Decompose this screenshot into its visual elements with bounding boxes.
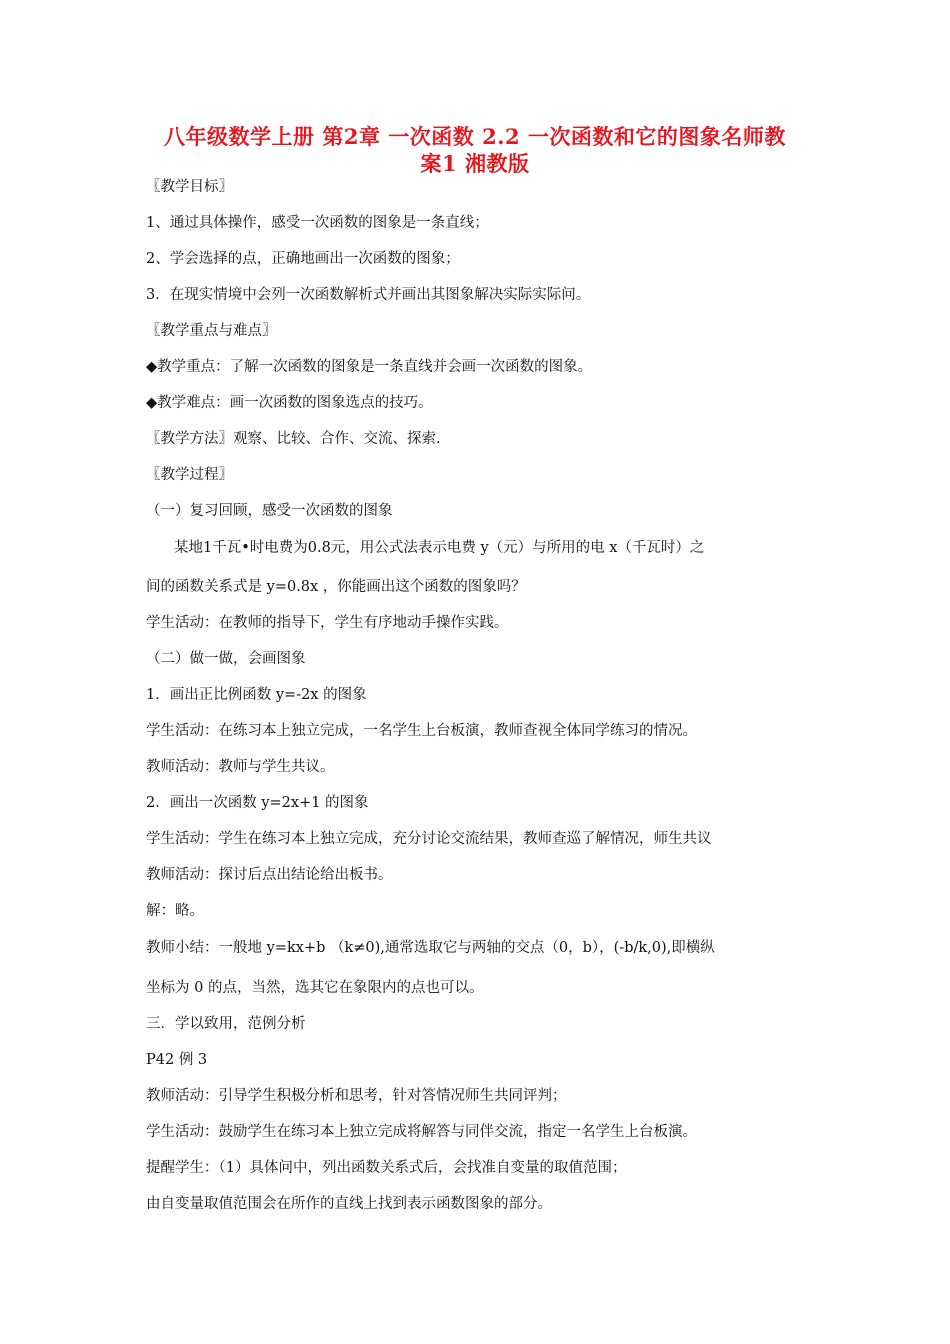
paragraph-line: 1、通过具体操作，感受一次函数的图象是一条直线； xyxy=(146,215,489,231)
paragraph-line: 1．画出正比例函数 y=-2x 的图象 xyxy=(146,687,367,703)
paragraph-line: 学生活动：在练习本上独立完成，一名学生上台板演，教师查视全体同学练习的情况。 xyxy=(146,723,697,739)
paragraph-line: 间的函数关系式是 y=0.8x ，你能画出这个函数的图象吗？ xyxy=(146,579,526,595)
paragraph-line: （二）做一做，会画图象 xyxy=(146,651,306,667)
paragraph-line: 教师活动：引导学生积极分析和思考，针对答情况师生共同评判； xyxy=(146,1088,567,1104)
paragraph-line: 3．在现实情境中会列一次函数解析式并画出其图象解决实际实际问。 xyxy=(146,287,591,303)
paragraph-line: ◆教学难点：画一次函数的图象选点的技巧。 xyxy=(146,395,433,411)
paragraph-line: 2、学会选择的点，正确地画出一次函数的图象； xyxy=(146,251,460,267)
paragraph-line: 教师小结：一般地 y=kx+b （k≠0),通常选取它与两轴的交点（0，b），(-b/k,0),即横纵 xyxy=(146,940,715,956)
paragraph-line: 某地1千瓦•时电费为0.8元，用公式法表示电费 y（元）与所用的电 x（千瓦时）之 xyxy=(174,540,705,556)
paragraph-line: 教师活动：探讨后点出结论给出板书。 xyxy=(146,867,393,883)
paragraph-line: 学生活动：学生在练习本上独立完成，充分讨论交流结果，教师查巡了解情况，师生共议 xyxy=(146,831,712,847)
document-title-line-2: 案1 湘教版 xyxy=(420,151,530,176)
paragraph-line: ◆教学重点：了解一次函数的图象是一条直线并会画一次函数的图象。 xyxy=(146,359,593,375)
section-heading-methods: 〖教学方法〗观察、比较、合作、交流、探索. xyxy=(146,431,441,447)
paragraph-line: 三．学以致用，范例分析 xyxy=(146,1016,306,1032)
paragraph-line: P42 例 3 xyxy=(146,1052,208,1068)
section-heading-objectives: 〖教学目标〗 xyxy=(146,179,233,195)
paragraph-line: 教师活动：教师与学生共议。 xyxy=(146,759,335,775)
section-heading-key-points: 〖教学重点与难点〗 xyxy=(146,323,277,339)
paragraph-line: 提醒学生：（1）具体问中，列出函数关系式后，会找准自变量的取值范围； xyxy=(146,1160,627,1176)
paragraph-line: 由自变量取值范围会在所作的直线上找到表示函数图象的部分。 xyxy=(146,1196,552,1212)
paragraph-line: 学生活动：鼓励学生在练习本上独立完成将解答与同伴交流，指定一名学生上台板演。 xyxy=(146,1124,697,1140)
document-title-line-1: 八年级数学上册 第2章 一次函数 2.2 一次函数和它的图象名师教 xyxy=(164,124,786,149)
paragraph-line: （一）复习回顾，感受一次函数的图象 xyxy=(146,503,393,519)
section-heading-process: 〖教学过程〗 xyxy=(146,467,233,483)
paragraph-line: 解：略。 xyxy=(146,903,204,919)
paragraph-line: 学生活动：在教师的指导下，学生有序地动手操作实践。 xyxy=(146,615,509,631)
paragraph-line: 2．画出一次函数 y=2x+1 的图象 xyxy=(146,795,369,811)
paragraph-line: 坐标为 0 的点，当然，选其它在象限内的点也可以。 xyxy=(146,980,484,996)
